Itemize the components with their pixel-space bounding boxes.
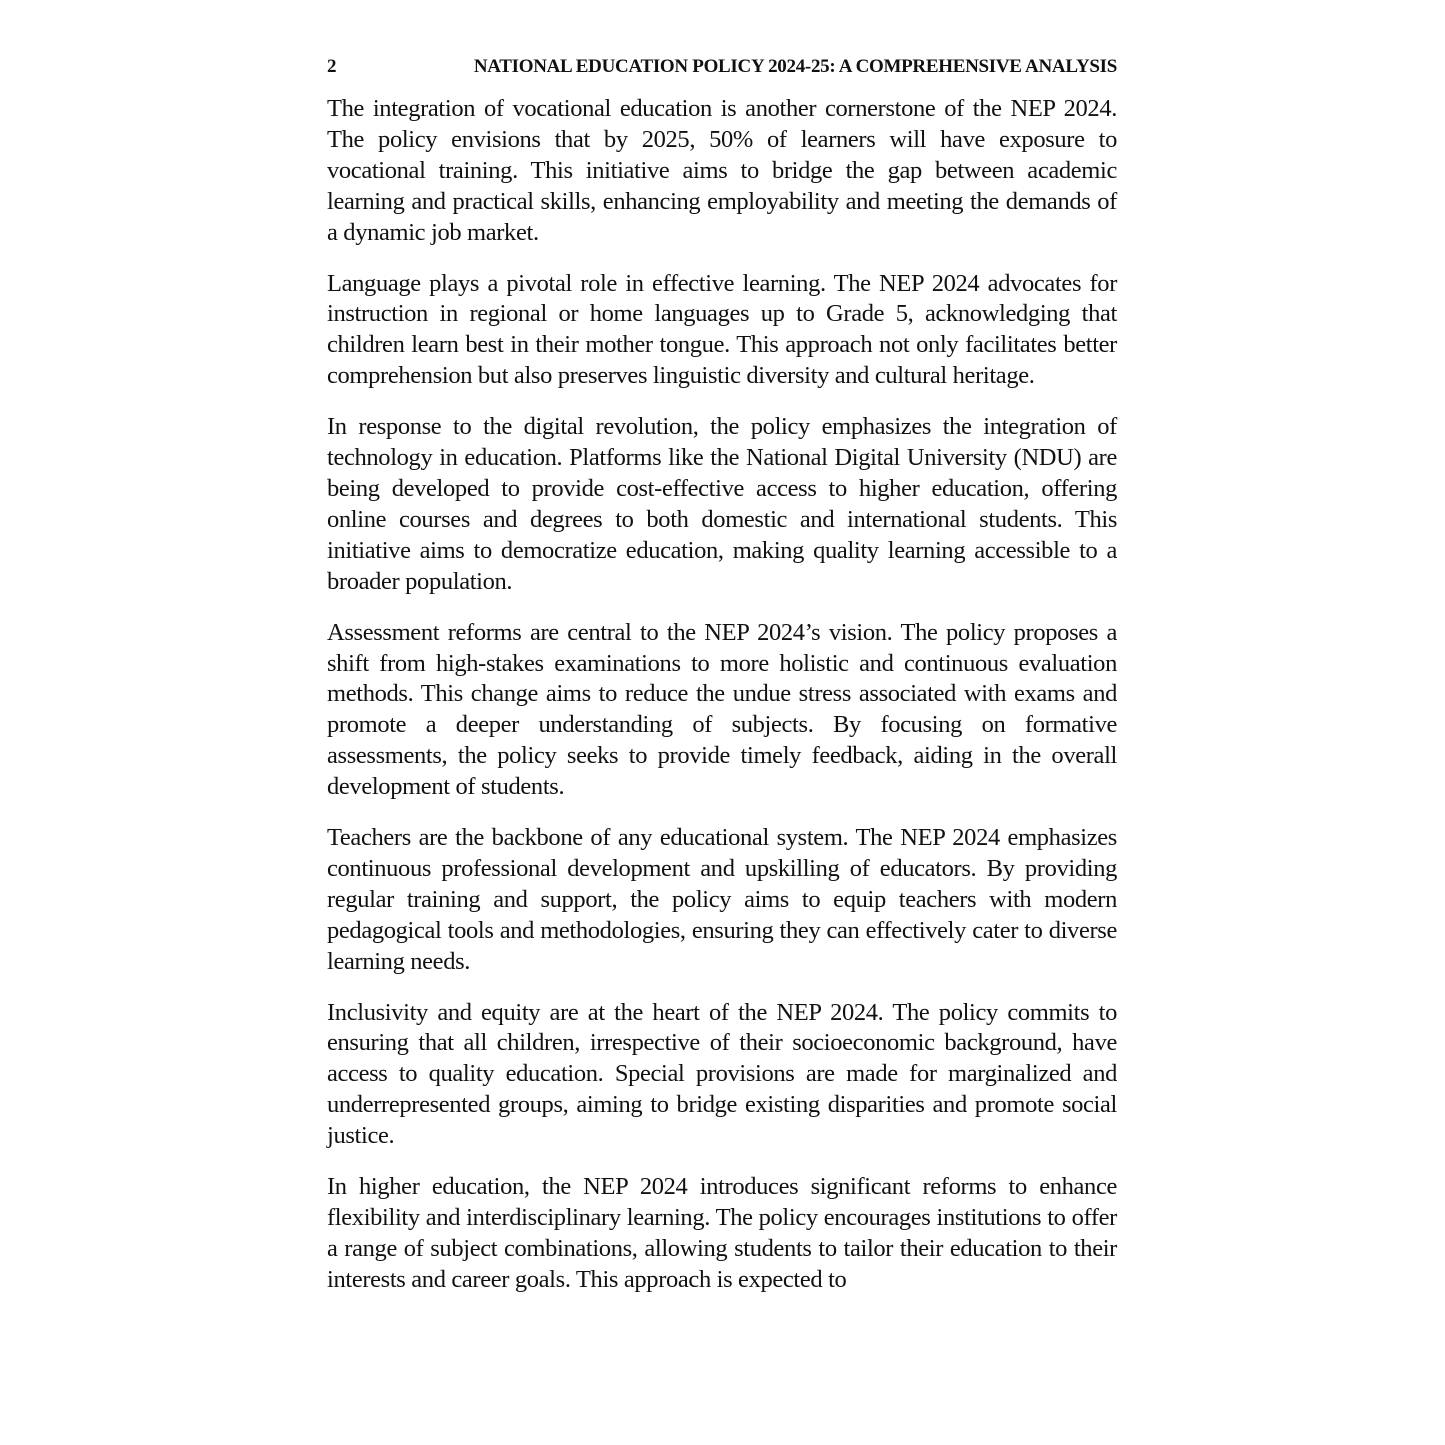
paragraph-teachers: Teachers are the backbone of any educational system. The NEP 2024 emphasizes continuous professional development and upskilling of educators. By providing regular training and support, the policy aims to equip teachers with modern pedagogical tools and methodologies, ensuring they can effectively cater to diverse learning needs. [327, 824, 1117, 975]
paragraph-inclusivity: Inclusivity and equity are at the heart of the NEP 2024. The policy commits to ensuring that all children, irrespective of their socioeconomic background, have access to quality education. Special provisions are made for marginalized and underrepresented groups, aiming to bridge existing disparities and promote social justice. [327, 998, 1117, 1150]
paragraph-vocational-education: The integration of vocational education is another cornerstone of the NEP 2024. The policy envisions that by 2025, 50% of learners will have exposure to vocational training. This initiative aims to bridge the gap between academic learning and practical skills, enhancing employability and meeting the demands of a dynamic job market. [327, 95, 1117, 246]
paragraph-language: Language plays a pivotal role in effective learning. The NEP 2024 advocates for instruction in regional or home languages up to Grade 5, acknowledging that children learn best in their mother tongue. This approach not only facilitates better comprehension but also preserves linguistic diversity and cultural heritage. [327, 269, 1117, 390]
paragraph-higher-education: In higher education, the NEP 2024 introduces significant reforms to enhance flexibility and interdisciplinary learning. The policy encourages institutions to offer a range of subject combinations, allowing students to tailor their education to their interests and career goals. This approach is expected to [327, 1173, 1117, 1293]
running-title: NATIONAL EDUCATION POLICY 2024-25: A COMPREHENSIVE ANALYSIS [473, 56, 1117, 77]
paragraph-assessment-reforms: Assessment reforms are central to the NEP 2024’s vision. The policy proposes a shift from high-stakes examinations to more holistic and continuous evaluation methods. This change aims to reduce the undue stress associated with exams and promote a deeper understanding of subjects. By focusing on formative assessments, the policy seeks to provide timely feedback, aiding in the overall development of students. [327, 618, 1117, 801]
document-page [327, 56, 1117, 1316]
paragraph-digital-technology: In response to the digital revolution, the policy emphasizes the integration of technology in education. Platforms like the National Digital University (NDU) are being developed to provide cost-effective access to higher education, offering online courses and degrees to both domestic and international students. This initiative aims to democratize education, making quality learning accessible to a broader population. [327, 413, 1117, 595]
page-number: 2 [327, 56, 337, 77]
page-header [327, 56, 1117, 82]
